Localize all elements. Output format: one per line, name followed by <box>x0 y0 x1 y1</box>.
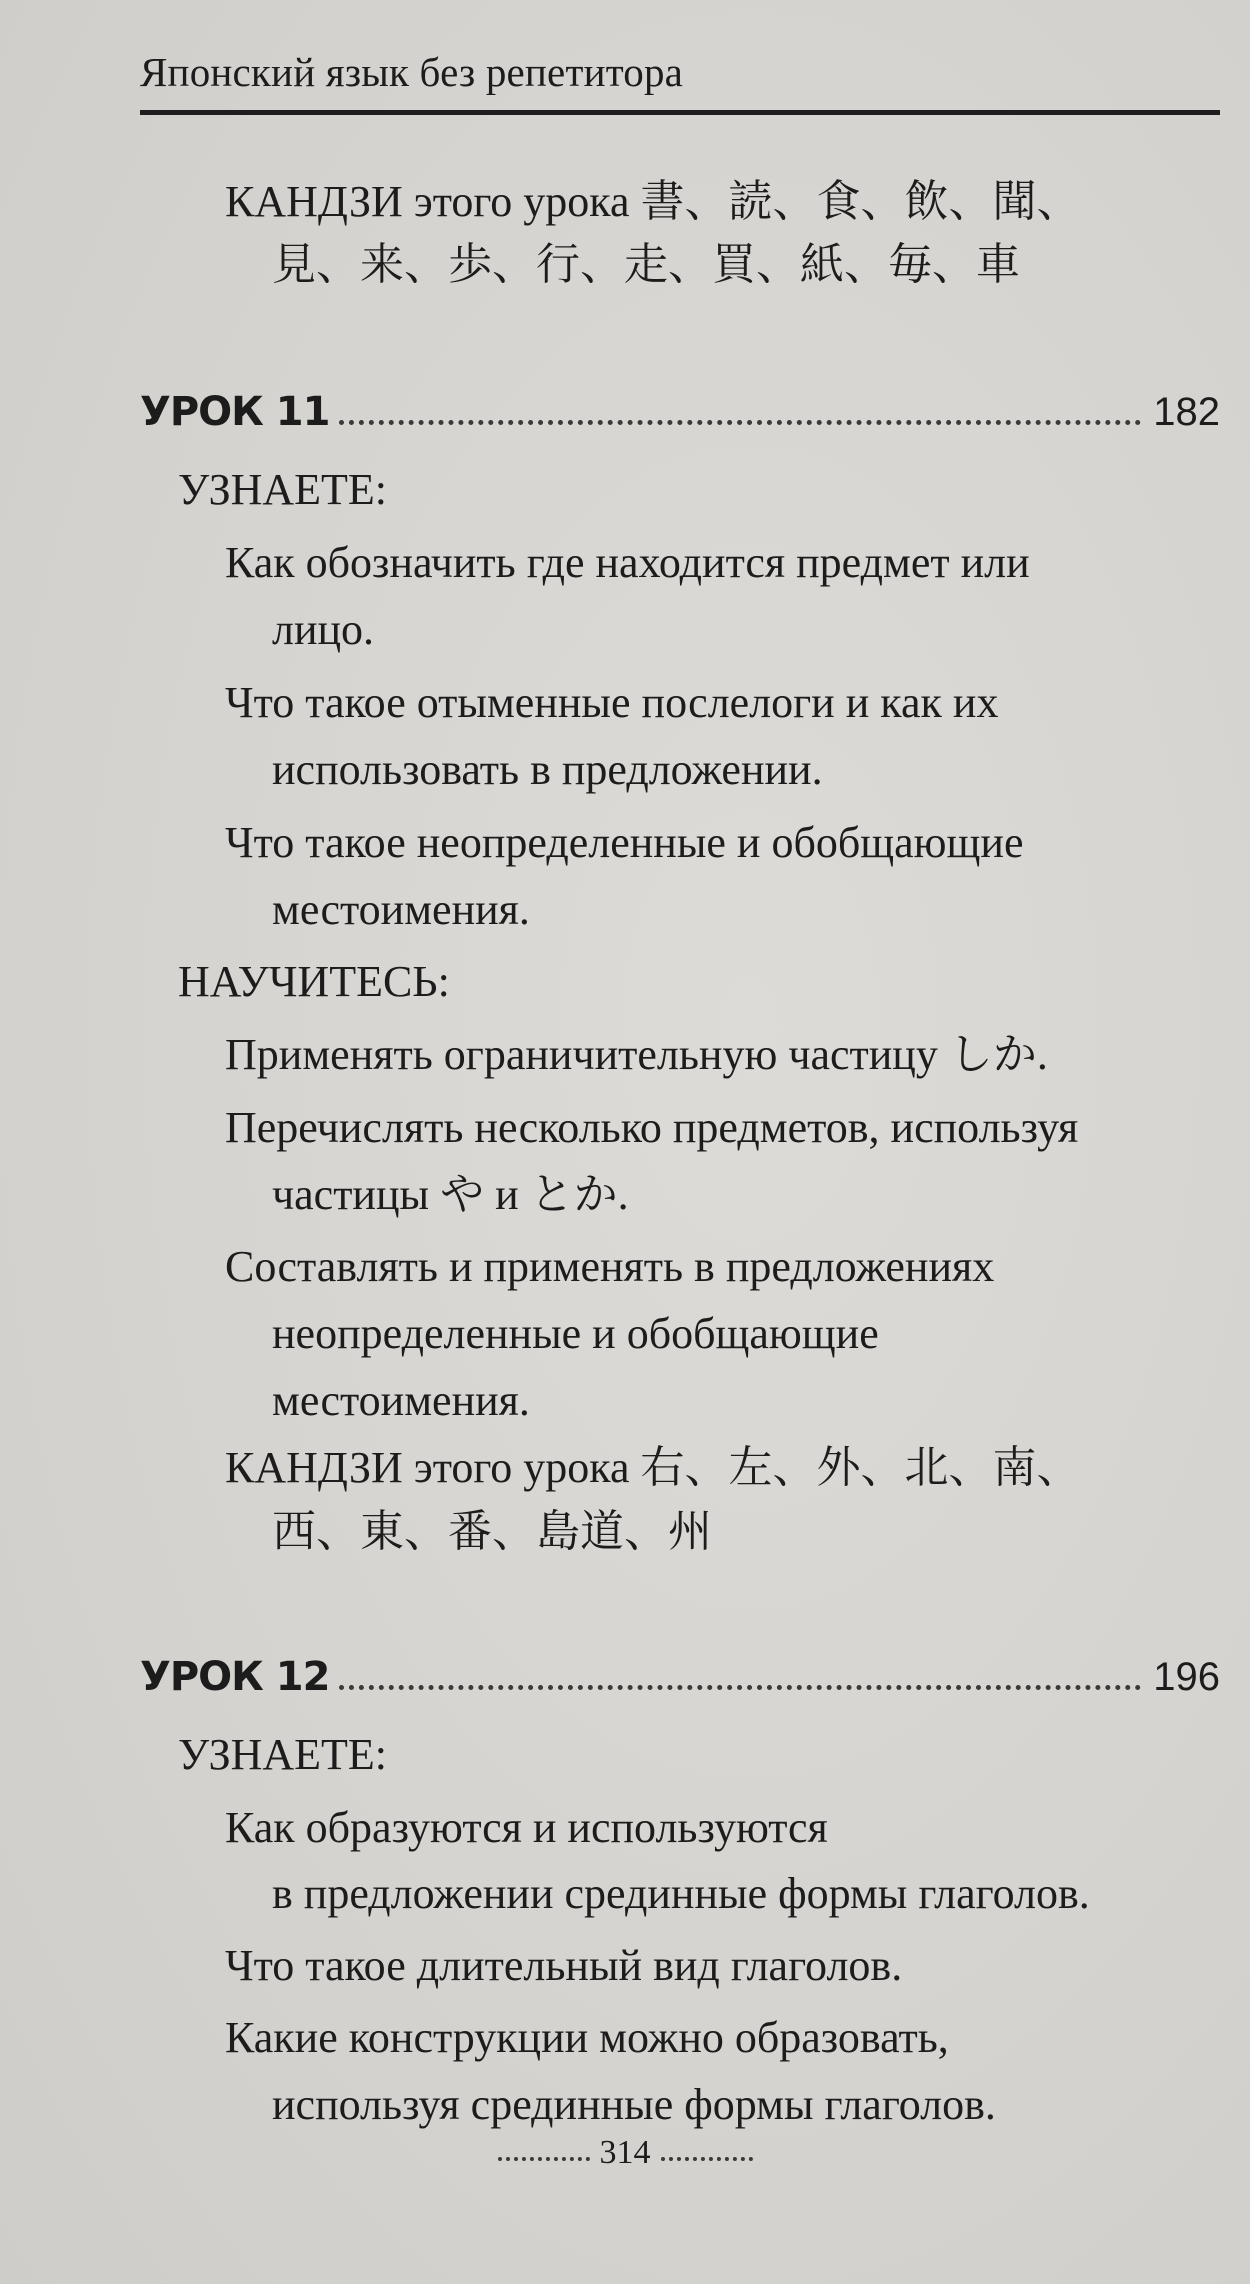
kanji-line-prev-1: КАНДЗИ этого урока 書、読、食、飲、聞、 <box>225 177 1081 226</box>
running-header: Японский язык без репетитора <box>140 49 684 95</box>
header-rule <box>140 110 1220 115</box>
skills-item-cont: частицы や и とか. <box>272 1170 629 1219</box>
page-number: 314 <box>599 2134 651 2171</box>
skills-item: Перечислять несколько предметов, используя <box>225 1103 1079 1152</box>
kanji-line-1: КАНДЗИ этого урока 右、左、外、北、南、 <box>225 1443 1081 1492</box>
learn-item-cont: в предложении срединные формы глаголов. <box>272 1869 1090 1918</box>
dot-leader <box>339 1685 1141 1690</box>
toc-entry-lesson-11[interactable] <box>140 389 1220 435</box>
learn-item-cont: местоимения. <box>272 885 530 934</box>
learn-item: Что такое длительный вид глаголов. <box>225 1941 903 1990</box>
learn-item: Как обозначить где находится предмет или <box>225 538 1030 587</box>
page-ref: 182 <box>1153 390 1220 434</box>
lesson-title: УРОК 12 <box>140 1654 330 1700</box>
footer-dots-right <box>661 2157 753 2161</box>
page-footer <box>0 2136 1250 2170</box>
page-ref: 196 <box>1153 1655 1220 1699</box>
learn-heading: УЗНАЕТЕ: <box>178 465 388 514</box>
learn-item: Как образуются и используются <box>225 1803 828 1852</box>
dot-leader <box>339 420 1141 425</box>
footer-dots-left <box>498 2157 590 2161</box>
kanji-line-2: 西、東、番、島道、州 <box>272 1507 712 1556</box>
learn-item: Какие конструкции можно образовать, <box>225 2013 949 2062</box>
learn-item: Что такое неопределенные и обобщающие <box>225 818 1024 867</box>
learn-item: Что такое отыменные послелоги и как их <box>225 678 999 727</box>
skills-item: Составлять и применять в предложениях <box>225 1242 995 1291</box>
skills-item: Применять ограничительную частицу しか. <box>225 1030 1048 1079</box>
skills-item-cont: местоимения. <box>272 1376 530 1425</box>
lesson-title: УРОК 11 <box>140 389 330 435</box>
learn-heading: УЗНАЕТЕ: <box>178 1730 388 1779</box>
learn-item-cont: используя срединные формы глаголов. <box>272 2080 996 2129</box>
skills-item-cont: неопределенные и обобщающие <box>272 1309 879 1358</box>
learn-item-cont: использовать в предложении. <box>272 745 823 794</box>
skills-heading: НАУЧИТЕСЬ: <box>178 957 450 1006</box>
kanji-line-prev-2: 見、来、歩、行、走、買、紙、毎、車 <box>272 240 1020 289</box>
learn-item-cont: лицо. <box>272 605 375 654</box>
toc-entry-lesson-12[interactable] <box>140 1654 1220 1700</box>
